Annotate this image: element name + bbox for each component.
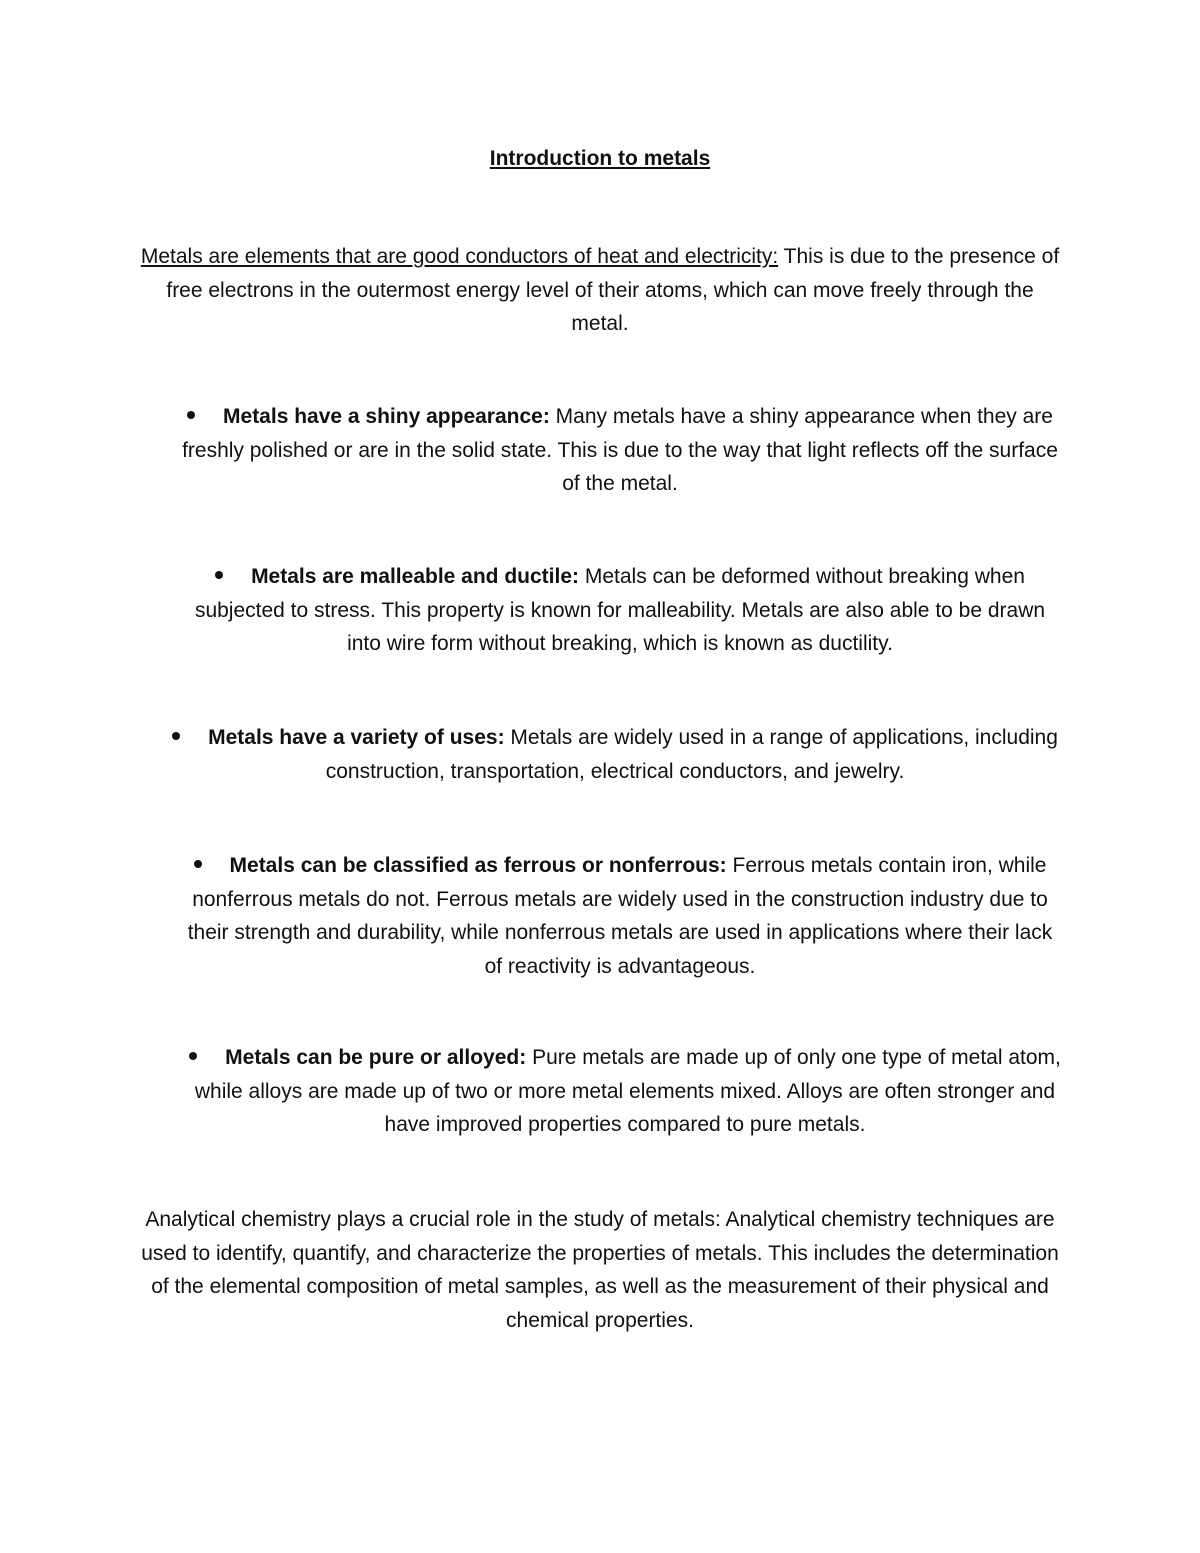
intro-text: This is due to the presence of free electrons in the outermost energy level of their atoms, which can move freely through the metal. [166,245,1060,335]
list-item [180,560,1060,661]
bullet-icon [172,732,180,740]
bullet-lead: Metals can be pure or alloyed: [225,1046,527,1069]
bullet-lead: Metals have a shiny appearance: [223,405,550,428]
bullet-text: Ferrous metals contain iron, while nonferrous metals do not. Ferrous metals are widely used in the construction industry due to their strength and durability, while nonferrous metals are used in applications where their lack of reactivity is advantageous. [187,854,1053,978]
bullet-icon [189,1052,197,1060]
bullet-icon [215,571,223,579]
bullet-lead: Metals are malleable and ductile: [251,565,580,588]
bullet-text: Many metals have a shiny appearance when they are freshly polished or are in the solid state. This is due to the way that light reflects off the surface of the metal. [182,405,1058,495]
intro-paragraph [140,240,1060,341]
bullet-text: Metals can be deformed without breaking when subjected to stress. This property is known for malleability. Metals are also able to be drawn into wire form without breaking, which is known as ductility. [194,565,1046,655]
document-title: Introduction to metals [489,147,711,170]
list-item [180,849,1060,983]
bullet-icon [187,411,195,419]
bullet-lead: Metals have a variety of uses: [208,726,505,749]
list-item [170,721,1060,788]
intro-lead: Metals are elements that are good conductors of heat and electricity: [140,245,779,268]
bullet-text: Pure metals are made up of only one type of metal atom, while alloys are made up of two or more metal elements mixed. Alloys are often stronger and have improved properties compared to pure metals. [194,1046,1061,1136]
bullet-lead: Metals can be classified as ferrous or nonferrous: [229,854,727,877]
bullet-icon [194,860,202,868]
bullet-text: Metals are widely used in a range of applications, including construction, transportation, electrical conductors, and jewelry. [325,726,1058,783]
closing-paragraph: Analytical chemistry plays a crucial role in the study of metals: Analytical chemistry techniques are used to identify, quantify, and characterize the properties of metals. This includes the determination of the elemental composition of metal samples, as well as the measurement of their physical and chemical properties. [141,1208,1059,1332]
list-item [180,1041,1070,1142]
list-item [175,400,1065,501]
